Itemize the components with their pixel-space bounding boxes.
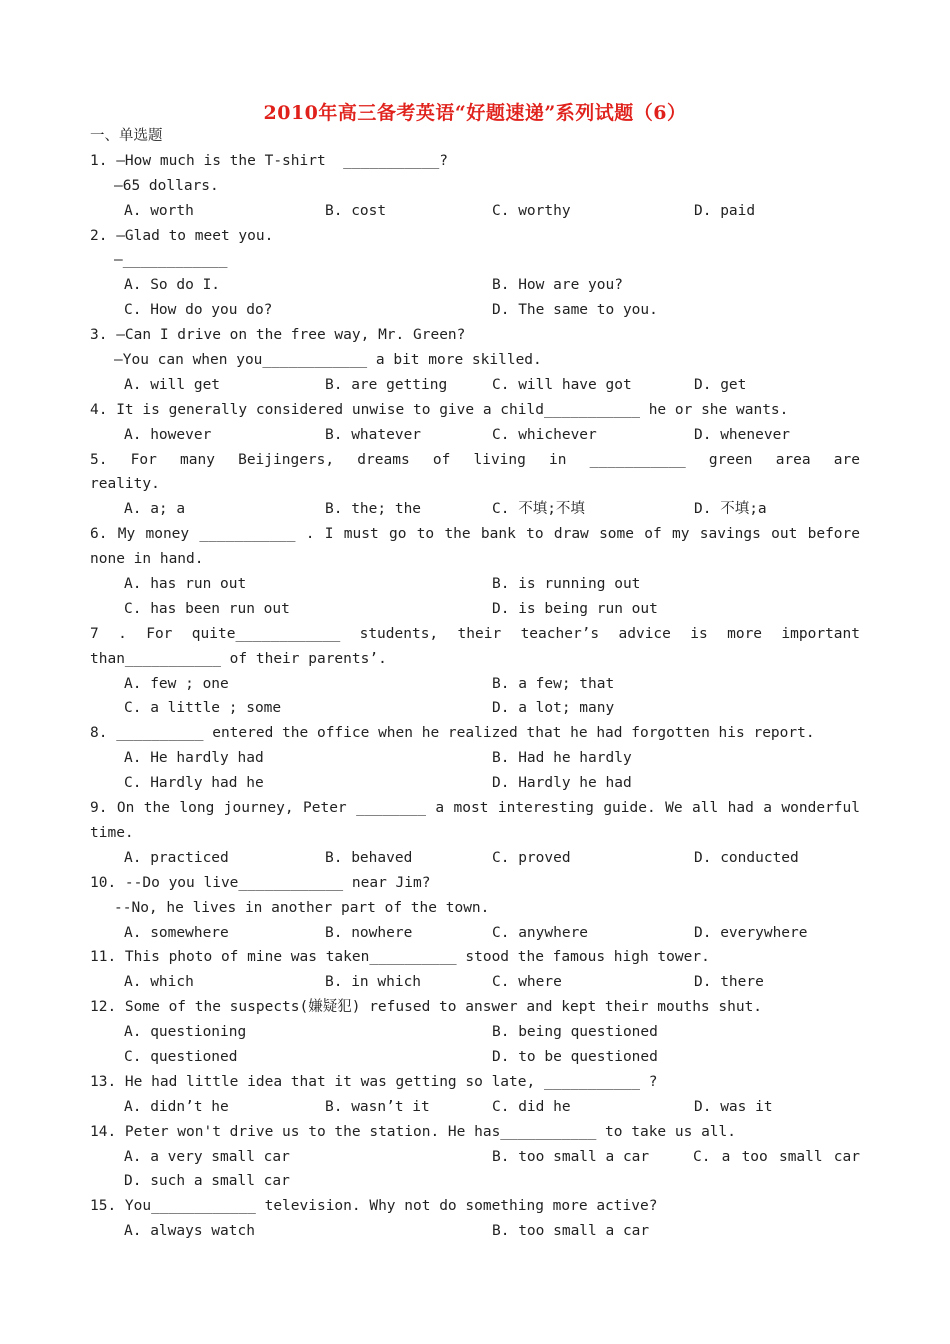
option-d: D. Hardly he had [492,775,632,792]
option-a: A. which [124,974,194,991]
question-stem: 6. My money ___________ . I must go to the bank to draw some of my savings out before [90,526,860,543]
option-c: C. 不填;不填 [492,501,585,518]
option-d: D. such a small car [124,1173,290,1190]
option-d: D. whenever [694,426,791,443]
option-b: B. too small a car [492,1223,650,1240]
options-row [90,746,860,771]
option-d: D. to be questioned [492,1048,658,1065]
options-row [90,597,860,622]
option-c: C. worthy [492,202,571,219]
option-d: D. The same to you. [492,302,658,319]
options-row [90,423,860,448]
option-a: A. practiced [124,849,229,866]
option-a: A. worth [124,202,194,219]
options-row [90,1095,860,1120]
option-d: D. paid [694,202,756,219]
options-row [90,298,860,323]
question-stem: 9. On the long journey, Peter ________ a most interesting guide. We all had a wonderful [90,800,860,817]
options-row [90,672,860,697]
option-d: D. a lot; many [492,700,615,717]
question-stem: 3. —Can I drive on the free way, Mr. Green? [90,327,466,344]
dialogue-reply: —____________ [114,252,228,269]
question-stem: 4. It is generally considered unwise to give a child___________ he or she wants. [90,401,789,418]
options-row [90,1020,860,1045]
option-a: A. always watch [124,1223,255,1240]
option-c: C. anywhere [492,924,589,941]
option-d: D. get [694,376,747,393]
option-c: C. Hardly had he [124,775,264,792]
option-a: A. has run out [124,576,247,593]
section-heading: 一、单选题 [90,128,163,144]
options-row [90,572,860,597]
option-a: A. questioning [124,1024,247,1041]
question-stem: 5. For many Beijingers, dreams of living in ___________ green area are [90,451,860,468]
question-stem-continued: time. [90,824,134,841]
option-c: C. whichever [492,426,597,443]
options-row [90,373,860,398]
option-b: B. is running out [492,576,641,593]
question-list [90,124,860,1244]
question-stem: 2. —Glad to meet you. [90,227,274,244]
option-c: C. a little ; some [124,700,282,717]
option-c: C. a too small car [693,1148,860,1165]
question-stem: 15. You____________ television. Why not do something more active? [90,1198,658,1215]
option-d: D. conducted [694,849,799,866]
options-row [90,970,860,995]
option-a: A. He hardly had [124,750,264,767]
option-b: B. nowhere [325,924,413,941]
option-a: A. So do I. [124,277,221,294]
option-b: B. are getting [325,376,448,393]
option-b: B. being questioned [492,1024,658,1041]
question-stem: 11. This photo of mine was taken__________ stood the famous high tower. [90,949,710,966]
option-a: A. will get [124,376,221,393]
question-stem: 7 . For quite____________ students, their teacher’s advice is more important [90,625,860,642]
options-row [90,1145,860,1170]
option-a: A. a; a [124,501,186,518]
options-row [90,497,860,522]
question-stem-continued: than___________ of their parents’. [90,650,387,667]
option-a: A. few ; one [124,675,229,692]
option-c: C. will have got [492,376,632,393]
option-b: B. How are you? [492,277,623,294]
question-stem: 10. --Do you live____________ near Jim? [90,874,431,891]
option-d: D. there [694,974,764,991]
option-b: B. a few; that [492,675,615,692]
option-d: D. everywhere [694,924,808,941]
options-row [90,696,860,721]
dialogue-reply: —65 dollars. [114,177,219,194]
option-d: D. 不填;a [694,501,767,518]
option-d: D. was it [694,1098,773,1115]
options-row [90,771,860,796]
option-a: A. a very small car [124,1148,290,1165]
options-row [90,1219,860,1244]
option-c: C. proved [492,849,571,866]
option-a: A. somewhere [124,924,229,941]
option-c: C. did he [492,1098,571,1115]
question-stem-continued: reality. [90,476,160,493]
option-c: C. has been run out [124,600,290,617]
option-b: B. behaved [325,849,413,866]
question-stem: 8. __________ entered the office when he realized that he had forgotten his report. [90,725,815,742]
question-stem: 12. Some of the suspects(嫌疑犯) refused to answer and kept their mouths shut. [90,999,763,1016]
option-c: C. where [492,974,562,991]
options-row [90,1169,860,1194]
option-a: A. didn’t he [124,1098,229,1115]
option-b: B. Had he hardly [492,750,632,767]
options-row [90,921,860,946]
option-c: C. questioned [124,1048,238,1065]
dialogue-reply: —You can when you____________ a bit more skilled. [114,352,542,369]
option-b: B. too small a car [492,1148,650,1165]
option-b: B. cost [325,202,387,219]
question-stem-continued: none in hand. [90,551,204,568]
option-b: B. wasn’t it [325,1098,430,1115]
question-stem: 13. He had little idea that it was getting so late, ___________ ? [90,1073,658,1090]
option-b: B. the; the [325,501,422,518]
option-d: D. is being run out [492,600,658,617]
option-c: C. How do you do? [124,302,273,319]
option-b: B. whatever [325,426,422,443]
question-stem: 14. Peter won't drive us to the station. He has___________ to take us all. [90,1123,737,1140]
question-stem: 1. —How much is the T-shirt ___________? [90,152,448,169]
options-row [90,273,860,298]
options-row [90,846,860,871]
options-row [90,1045,860,1070]
option-a: A. however [124,426,212,443]
option-b: B. in which [325,974,422,991]
page-title: 2010年高三备考英语“好题速递”系列试题（6） [263,102,687,124]
dialogue-reply: --No, he lives in another part of the town. [114,899,490,916]
options-row [90,199,860,224]
